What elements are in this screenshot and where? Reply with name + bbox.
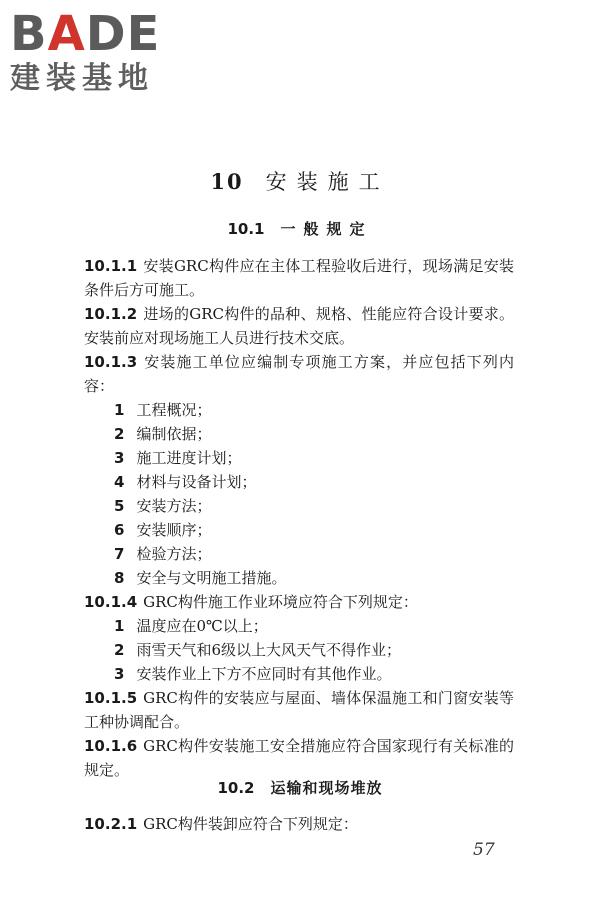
list-item-number: 8 (114, 569, 125, 587)
logo-letter: B (10, 6, 48, 62)
chapter-title: 安装施工 (265, 170, 390, 194)
list-item-number: 3 (114, 665, 125, 683)
list-item (84, 446, 514, 470)
clause-10-1-6 (84, 734, 514, 782)
list-item-text: 安装方法； (136, 497, 212, 515)
logo-subtitle: 建装基地 (10, 61, 154, 96)
section-10-2-body (84, 812, 514, 836)
list-item-number: 7 (114, 545, 125, 563)
section-heading-10-1 (0, 218, 600, 239)
brand-logo (10, 8, 175, 96)
clause-10-2-1 (84, 812, 514, 836)
section-heading-10-2 (0, 777, 600, 798)
list-item-number: 1 (114, 401, 125, 419)
clause-10-1-1 (84, 254, 514, 302)
list-item-number: 1 (114, 617, 125, 635)
chapter-heading (0, 166, 600, 196)
clause-number: 10.1.5 (84, 689, 138, 707)
clause-text: GRC构件装卸应符合下列规定： (143, 815, 358, 833)
list-item (84, 542, 514, 566)
clause-text: GRC构件施工作业环境应符合下列规定： (143, 593, 418, 611)
list-item-text: 施工进度计划； (136, 449, 242, 467)
list-item-number: 2 (114, 425, 125, 443)
list-item (84, 662, 514, 686)
clause-number: 10.1.6 (84, 737, 138, 755)
list-item (84, 566, 514, 590)
list-item-text: 安装作业上下方不应同时有其他作业。 (136, 665, 392, 683)
list-item-text: 检验方法； (136, 545, 212, 563)
clause-number: 10.1.4 (84, 593, 138, 611)
list-item (84, 614, 514, 638)
list-item-text: 安全与文明施工措施。 (136, 569, 287, 587)
clause-10-1-4 (84, 590, 514, 614)
logo-letter: A (47, 6, 86, 62)
clause-number: 10.2.1 (84, 815, 138, 833)
logo-letter-b (10, 8, 160, 60)
list-item (84, 470, 514, 494)
logo-letter: D (85, 6, 127, 62)
list-item (84, 422, 514, 446)
list-item-number: 2 (114, 641, 125, 659)
list-item-text: 工程概况； (136, 401, 212, 419)
logo-letter: E (126, 6, 161, 62)
list-item-number: 3 (114, 449, 125, 467)
section-10-1-body (84, 254, 514, 782)
clause-number: 10.1.2 (84, 305, 138, 323)
list-item (84, 518, 514, 542)
list-item-number: 5 (114, 497, 125, 515)
list-item-text: 编制依据； (136, 425, 212, 443)
clause-number: 10.1.1 (84, 257, 138, 275)
chapter-number: 10 (210, 169, 244, 194)
section-number: 10.1 (227, 220, 265, 238)
clause-text: 安装GRC构件应在主体工程验收后进行，现场满足安装条件后方可施工。 (84, 257, 514, 299)
list-item-text: 材料与设备计划； (136, 473, 257, 491)
list-item-number: 4 (114, 473, 125, 491)
clause-10-1-2 (84, 302, 514, 350)
clause-text: 进场的GRC构件的品种、规格、性能应符合设计要求。安装前应对现场施工人员进行技术交底。 (84, 305, 514, 347)
section-title: 运输和现场堆放 (270, 779, 383, 797)
list-item-text: 安装顺序； (136, 521, 212, 539)
list-item-number: 6 (114, 521, 125, 539)
clause-10-1-5 (84, 686, 514, 734)
list-item (84, 398, 514, 422)
section-title: 一般规定 (280, 220, 373, 238)
list-item (84, 638, 514, 662)
clause-10-1-3 (84, 350, 514, 398)
clause-number: 10.1.3 (84, 353, 138, 371)
clause-text: GRC构件安装施工安全措施应符合国家现行有关标准的规定。 (84, 737, 514, 779)
list-item (84, 494, 514, 518)
list-item-text: 雨雪天气和6级以上大风天气不得作业； (136, 641, 401, 659)
clause-text: 安装施工单位应编制专项施工方案，并应包括下列内容： (84, 353, 514, 395)
logo-wordmark (10, 8, 175, 60)
section-number: 10.2 (217, 779, 255, 797)
list-item-text: 温度应在0℃以上； (136, 617, 268, 635)
clause-text: GRC构件的安装应与屋面、墙体保温施工和门窗安装等工种协调配合。 (84, 689, 514, 731)
page-number: 57 (473, 840, 495, 860)
